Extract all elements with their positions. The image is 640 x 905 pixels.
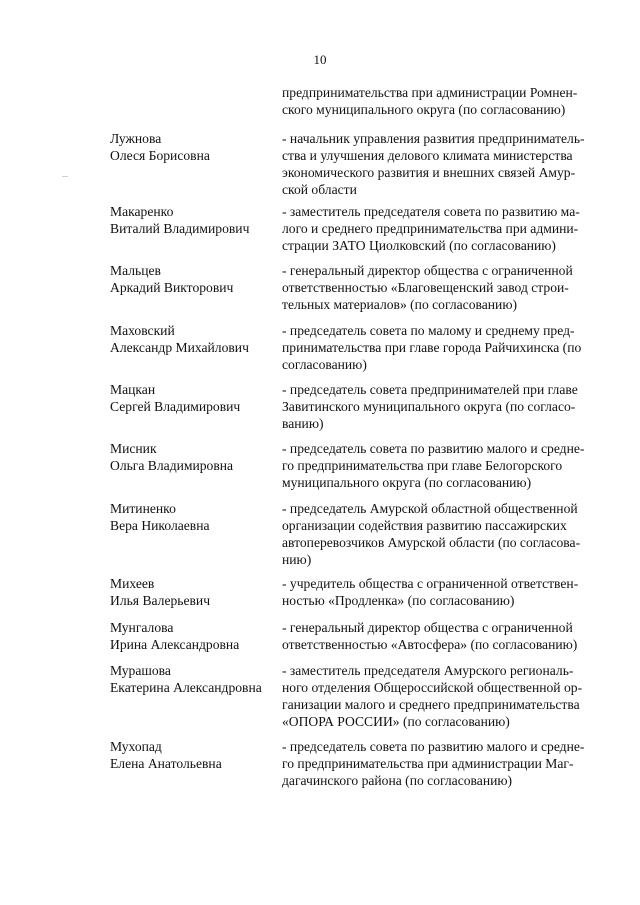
member-surname: Мальцев bbox=[110, 263, 161, 278]
text-line: - начальник управления развития предприниматель- bbox=[282, 131, 585, 146]
member-position bbox=[282, 440, 602, 491]
member-name bbox=[110, 322, 280, 356]
text-line: - генеральный директор общества с ограниченной bbox=[282, 263, 573, 278]
member-given-names: Елена Анатольевна bbox=[110, 756, 222, 771]
text-line: ванию) bbox=[282, 416, 324, 431]
member-given-names: Илья Валерьевич bbox=[110, 593, 211, 608]
continuation-text bbox=[282, 84, 602, 118]
text-line: автоперевозчиков Амурской области (по согласова- bbox=[282, 535, 581, 550]
member-surname: Мацкан bbox=[110, 382, 156, 397]
member-given-names: Вера Николаевна bbox=[110, 518, 210, 533]
text-line: лого и среднего предпринимательства при админи- bbox=[282, 221, 579, 236]
member-position bbox=[282, 322, 602, 373]
member-surname: Михеев bbox=[110, 576, 155, 591]
text-line: ответственностью «Автосфера» (по согласованию) bbox=[282, 637, 578, 652]
text-line: тельных материалов» (по согласованию) bbox=[282, 297, 518, 312]
text-line: принимательства при главе города Райчихинска (по bbox=[282, 340, 582, 355]
text-line: ской области bbox=[282, 182, 357, 197]
member-name bbox=[110, 500, 280, 534]
member-surname: Мурашова bbox=[110, 663, 171, 678]
member-name bbox=[110, 662, 280, 696]
member-name bbox=[110, 738, 280, 772]
text-line: муниципального округа (по согласованию) bbox=[282, 475, 532, 490]
text-line: ганизации малого и среднего предпринимательства bbox=[282, 697, 580, 712]
text-line: «ОПОРА РОССИИ» (по согласованию) bbox=[282, 714, 510, 729]
text-line: нию) bbox=[282, 552, 312, 567]
member-position bbox=[282, 500, 602, 568]
text-line: организации содействия развитию пассажирских bbox=[282, 518, 567, 533]
text-line: - учредитель общества с ограниченной ответствен- bbox=[282, 576, 579, 591]
text-line: - председатель совета по развитию малого и средне- bbox=[282, 441, 585, 456]
member-surname: Митиненко bbox=[110, 501, 176, 516]
text-line: - председатель совета по развитию малого и средне- bbox=[282, 739, 585, 754]
member-position bbox=[282, 619, 602, 653]
text-line: - генеральный директор общества с ограниченной bbox=[282, 620, 573, 635]
member-given-names: Аркадий Викторович bbox=[110, 280, 234, 295]
margin-mark bbox=[62, 176, 68, 177]
page-number: 10 bbox=[313, 52, 327, 67]
member-given-names: Сергей Владимирович bbox=[110, 399, 241, 414]
member-surname: Лужнова bbox=[110, 131, 162, 146]
member-given-names: Екатерина Александровна bbox=[110, 680, 262, 695]
text-line: ответственностью «Благовещенский завод строи- bbox=[282, 280, 569, 295]
member-position bbox=[282, 662, 602, 730]
member-name bbox=[110, 381, 280, 415]
text-line: экономического развития и внешних связей Амур- bbox=[282, 165, 576, 180]
text-line: ства и улучшения делового климата министерства bbox=[282, 148, 573, 163]
text-line: страции ЗАТО Циолковский (по согласованию) bbox=[282, 238, 556, 253]
text-line: - заместитель председателя Амурского региональ- bbox=[282, 663, 574, 678]
member-surname: Маховский bbox=[110, 323, 175, 338]
member-given-names: Ольга Владимировна bbox=[110, 458, 234, 473]
text-line: Завитинского муниципального округа (по согласо- bbox=[282, 399, 576, 414]
text-line: предпринимательства при администрации Ромнен- bbox=[282, 85, 578, 100]
member-given-names: Александр Михайлович bbox=[110, 340, 249, 355]
member-surname: Мисник bbox=[110, 441, 157, 456]
text-line: го предпринимательства при администрации Маг- bbox=[282, 756, 574, 771]
member-position bbox=[282, 381, 602, 432]
text-line: - председатель совета по малому и среднему пред- bbox=[282, 323, 575, 338]
text-line: - председатель Амурской областной общественной bbox=[282, 501, 578, 516]
text-line: ного отделения Общероссийской общественной ор- bbox=[282, 680, 583, 695]
member-surname: Макаренко bbox=[110, 204, 174, 219]
member-surname: Мунгалова bbox=[110, 620, 174, 635]
member-name bbox=[110, 440, 280, 474]
text-line: согласованию) bbox=[282, 357, 367, 372]
text-line: - заместитель председателя совета по развитию ма- bbox=[282, 204, 580, 219]
member-given-names: Ирина Александровна bbox=[110, 637, 240, 652]
member-position bbox=[282, 203, 602, 254]
text-line: - председатель совета предпринимателей при главе bbox=[282, 382, 578, 397]
member-given-names: Олеся Борисовна bbox=[110, 148, 210, 163]
text-line: дагачинского района (по согласованию) bbox=[282, 773, 513, 788]
member-name bbox=[110, 619, 280, 653]
member-given-names: Виталий Владимирович bbox=[110, 221, 250, 236]
member-surname: Мухопад bbox=[110, 739, 162, 754]
member-name bbox=[110, 575, 280, 609]
member-position bbox=[282, 575, 602, 609]
member-position bbox=[282, 738, 602, 789]
member-name bbox=[110, 203, 280, 237]
member-name bbox=[110, 130, 280, 164]
text-line: ского муниципального округа (по согласованию) bbox=[282, 102, 566, 117]
text-line: го предпринимательства при главе Белогорского bbox=[282, 458, 563, 473]
text-line: ностью «Продленка» (по согласованию) bbox=[282, 593, 515, 608]
member-name bbox=[110, 262, 280, 296]
member-position bbox=[282, 130, 602, 198]
member-position bbox=[282, 262, 602, 313]
